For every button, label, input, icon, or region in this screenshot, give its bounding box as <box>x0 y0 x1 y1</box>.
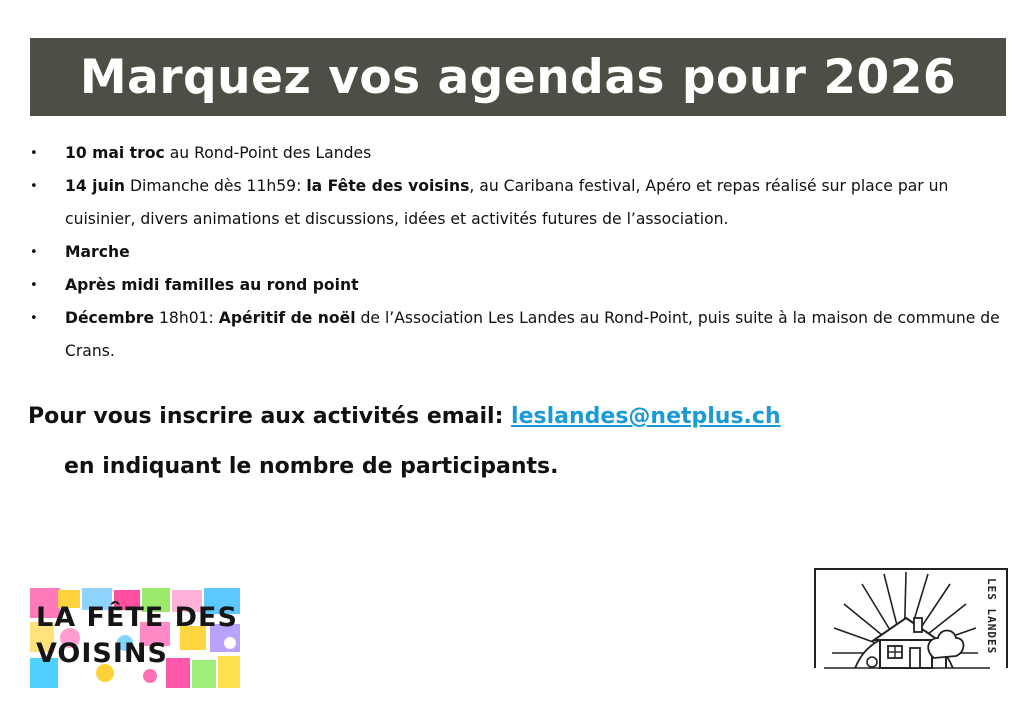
fete-des-voisins-logo <box>30 588 240 688</box>
les-landes-logo-art <box>814 568 1008 688</box>
event-highlight: Décembre <box>65 309 155 327</box>
event-highlight: Après midi familles au rond point <box>65 276 359 294</box>
event-highlight: Marche <box>65 243 130 261</box>
fete-logo-line2: VOISINS <box>36 638 168 669</box>
event-highlight: 14 juin <box>65 177 126 195</box>
event-item <box>30 269 1020 302</box>
event-text: Dimanche dès 11h59: <box>125 177 307 195</box>
email-link[interactable]: leslandes@netplus.ch <box>511 404 781 429</box>
signup-text: Pour vous inscrire aux activités email: <box>28 404 512 429</box>
event-item <box>30 170 1020 236</box>
les-landes-logo-text: LES LANDES <box>985 578 998 655</box>
event-list <box>30 137 1020 368</box>
event-text: 18h01: <box>154 309 219 327</box>
les-landes-logo <box>814 568 1008 688</box>
signup-note: en indiquant le nombre de participants. <box>64 454 559 479</box>
event-text: au Rond-Point des Landes <box>164 144 372 162</box>
event-item <box>30 137 1020 170</box>
event-text: , au Caribana festival, Apéro et repas réalisé sur place par un cuisinier, divers animations et discussions, idées et activités futures de l’association. <box>65 177 949 228</box>
page-title: Marquez vos agendas pour 2026 <box>79 49 957 105</box>
title-banner <box>30 38 1006 116</box>
event-text: de l’Association Les Landes au Rond-Point, puis suite à la maison de commune de Crans. <box>65 309 1000 360</box>
fete-logo-line1: LA FÊTE DES <box>36 602 238 633</box>
event-highlight: Apéritif de noël <box>218 309 356 327</box>
event-item <box>30 302 1020 368</box>
event-item <box>30 236 1020 269</box>
event-highlight: 10 mai troc <box>65 144 165 162</box>
event-highlight: la Fête des voisins <box>306 177 470 195</box>
signup-line <box>28 404 781 430</box>
